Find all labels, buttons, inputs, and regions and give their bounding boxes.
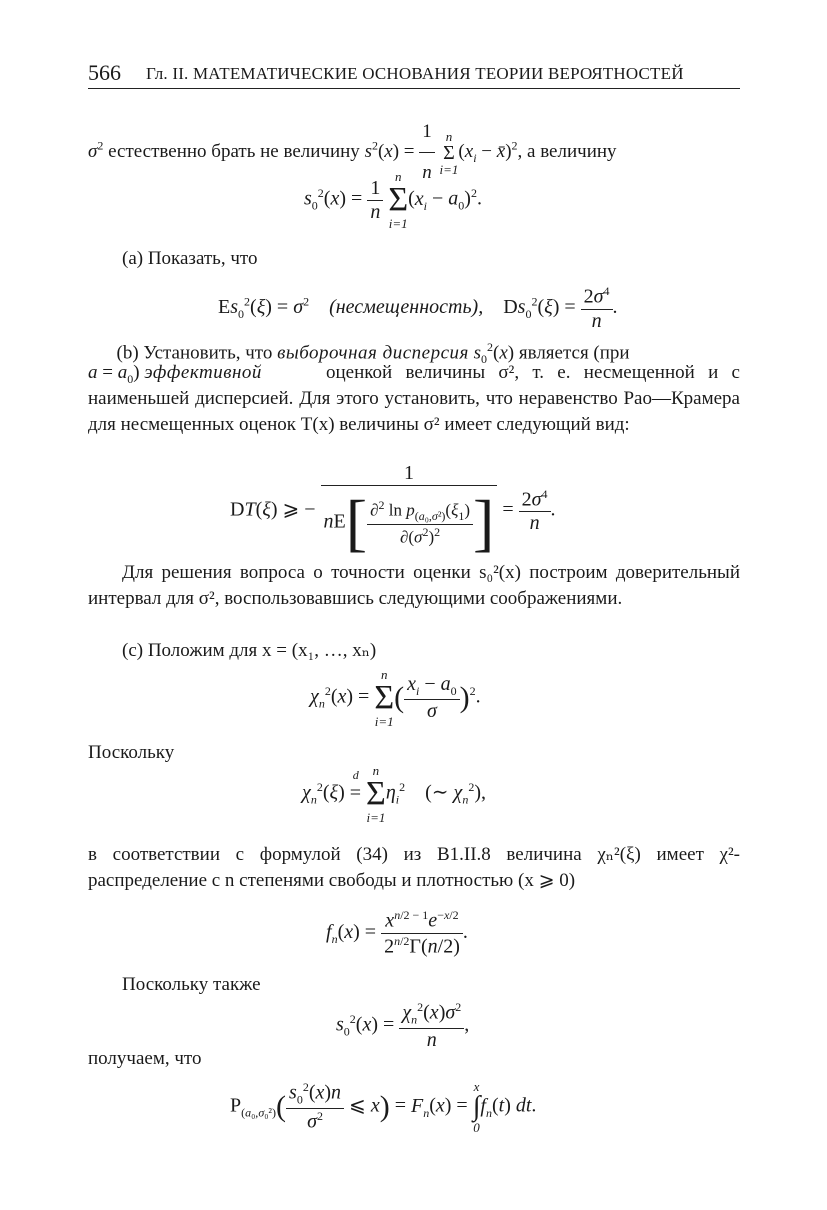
precision-paragraph: Для решения вопроса о точности оценки s₀²(x) построим доверительный интервал для σ², воспользовавшись следующими соображениями. xyxy=(88,562,740,609)
since-also-label: Поскольку также xyxy=(122,974,261,995)
is-word: является (при xyxy=(518,342,630,364)
formula-expectation-variance: $Es_0^2(\xi) = \sigma^2$ (несмещенность), $Ds_0^2(\xi)$ = $\frac{2\sigma^4}{n}$ . xyxy=(218,284,618,332)
formula-s0-definition: $s_0^2(x)$ = $\frac{1}{n}$ n Σ i=1 $(x_i - a_0)^2$. xyxy=(304,169,482,231)
formula34-paragraph: в соответствии с формулой (34) из В1.II.8 величина χₙ²(ξ) имеет χ²-распределение с n степенями свободы и плотностью (x ⩾ 0) xyxy=(88,844,740,891)
page-number: 566 xyxy=(88,60,121,85)
part-b-body: оценкой величины σ², т. е. несмещенной и с наименьшей дисперсией. Для этого установить, что неравенство Рао—Крамера для несмещенных оценок T(x) величины σ² имеет следующий вид: xyxy=(88,362,740,435)
part-b-line2: $a = a_0$) эффективной xyxy=(88,362,262,386)
part-c-label: (c) Положим для x = (x₁, …, xₙ) xyxy=(122,640,377,661)
running-head: Гл. II. МАТЕМАТИЧЕСКИЕ ОСНОВАНИЯ ТЕОРИИ ВЕРОЯТНОСТЕЙ xyxy=(146,64,684,83)
formula-chi-square-distribution: $\chi_n^2(\xi)$ = d n Σ i=1 $\eta_i^2$ (∼ $\chi_n^2$), xyxy=(302,763,486,825)
sample-variance-term: выборочная дисперсия xyxy=(277,342,469,364)
formula-density: $f_n(x)$ = $\frac{x^{n/2 - 1}e^{-x/2}}{2^{n/2}\Gamma(n/2)}$ . xyxy=(326,908,468,958)
intro-lead: естественно брать не величину xyxy=(108,140,360,162)
formula-s0-via-chi: $s_0^2(x)$ = $\frac{\chi_n^2(x)\sigma^2}{n}$ , xyxy=(336,1000,470,1051)
since-label: Поскольку xyxy=(88,742,175,763)
intro-tail: а величину xyxy=(527,140,617,162)
unbiased-label: (несмещенность), xyxy=(329,295,484,318)
part-b-line1: (b) Установить, что выборочная дисперсия $s_0^2(x)$ является (при xyxy=(116,340,630,367)
page-header xyxy=(88,56,740,89)
effective-term: эффективной xyxy=(144,362,262,383)
part-b-start: (b) Установить, что xyxy=(116,342,273,364)
intro-line: $\sigma^2$ естественно брать не величину $s^2(x)$ = $\frac{1}{n}$ n Σ i=1 ($x_i$ − x̄)$^2$, а величину xyxy=(88,112,748,193)
we-get-label: получаем, что xyxy=(88,1048,202,1069)
formula-probability: $P_{(a_0,\sigma_0^2)}$( $\frac{s_0^2(x)n}{\sigma^2}$ ⩽ $x) = F_n(x)$ = x ∫ 0 $f_n(t)$ dt. xyxy=(230,1079,537,1135)
formula-rao-cramer: DT(ξ) ⩾ − 1 nE[ $\frac{\partial^2 \ln p_{(a_0,\sigma^2)}(\xi_1)}{\partial(\sigma^2)^2}$ ] = $\frac{2\sigma^4}{n}$ . xyxy=(230,462,556,558)
formula-chi-square-definition: $\chi_n^2(x)$ = n Σ i=1 ( $\frac{x_i - a_0}{\sigma}$ )$^2$. xyxy=(310,667,481,729)
part-a-label: (a) Показать, что xyxy=(122,248,258,269)
